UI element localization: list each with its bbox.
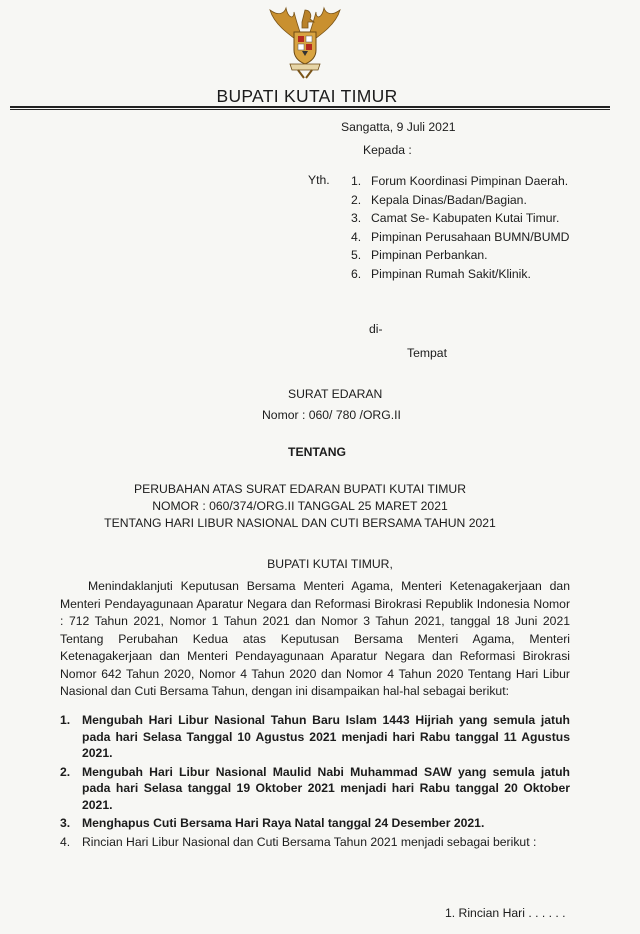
letterhead-title: BUPATI KUTAI TIMUR <box>216 86 398 106</box>
di-label: di- <box>369 322 383 336</box>
recipient-item: 6. Pimpinan Rumah Sakit/Klinik. <box>351 266 531 281</box>
subject-line: TENTANG HARI LIBUR NASIONAL DAN CUTI BERSAMA TAHUN 2021 <box>104 516 496 530</box>
list-item: 3. Menghapus Cuti Bersama Hari Raya Natal tanggal 24 Desember 2021. <box>60 816 485 830</box>
kepada-label: Kepada : <box>363 143 412 157</box>
issuer-heading: BUPATI KUTAI TIMUR, <box>267 557 393 571</box>
subject-block <box>0 481 600 532</box>
letter-date: Sangatta, 9 Juli 2021 <box>341 120 456 134</box>
tentang-heading: TENTANG <box>288 445 346 459</box>
garuda-emblem-icon <box>264 4 346 80</box>
letterhead-rule-thin <box>10 109 610 110</box>
surat-edaran-number: Nomor : 060/ 780 /ORG.II <box>262 408 401 422</box>
recipient-item: 5. Pimpinan Perbankan. <box>351 248 488 262</box>
body-paragraph: Menindaklanjuti Keputusan Bersama Menteri Agama, Menteri Ketenagakerjaan dan Menteri Pendayagunaan Aparatur Negara dan Reformasi Birokrasi Republik Indonesia Nomor : 712 Tahun 2021, Nomor 1 Tahun 2021 dan Nomor 3 Tahun 2021, tanggal 18 Juni 2021 Tentang Perubahan Kedua atas Keputusan Bersama Menteri Agama, Menteri Ketenagakerjaan dan Menteri Pendayagunaan Aparatur Negara dan Reformasi Birokrasi Nomor 642 Tahun 2020, Nomor 4 Tahun 2020 dan Nomor 4 Tahun 2020 Tentang Hari Libur Nasional dan Cuti Bersama Tahun, dengan ini disampaikan hal-hal sebagai berikut: <box>60 579 570 698</box>
recipient-item: 3. Camat Se- Kabupaten Kutai Timur. <box>351 211 560 225</box>
recipient-item: 1. Forum Koordinasi Pimpinan Daerah. <box>351 174 569 188</box>
yth-label: Yth. <box>308 173 330 187</box>
list-item: 2. Mengubah Hari Libur Nasional Maulid Nabi Muhammad SAW yang semula jatuh pada hari Selasa tanggal 19 Oktober 2021 menjadi hari Rabu tanggal 20 Oktober 2021. <box>60 764 570 812</box>
recipient-item: 4. Pimpinan Perusahaan BUMN/BUMD <box>351 229 570 244</box>
surat-edaran-title: SURAT EDARAN <box>288 387 383 401</box>
letterhead-rule <box>10 106 610 108</box>
subject-line: PERUBAHAN ATAS SURAT EDARAN BUPATI KUTAI TIMUR <box>133 482 467 496</box>
list-item: 4. Rincian Hari Libur Nasional dan Cuti Bersama Tahun 2021 menjadi sebagai berikut : <box>60 834 537 849</box>
page-continuation: 1. Rincian Hari . . . . . . <box>445 906 566 920</box>
recipient-list <box>351 173 611 284</box>
recipient-item: 2. Kepala Dinas/Badan/Bagian. <box>351 192 527 207</box>
tempat-label: Tempat <box>407 346 447 360</box>
subject-line: NOMOR : 060/374/ORG.II TANGGAL 25 MARET 2021 <box>152 499 448 513</box>
list-item: 1. Mengubah Hari Libur Nasional Tahun Baru Islam 1443 Hijriah yang semula jatuh pada hari Selasa Tanggal 10 Agustus 2021 menjadi hari Rabu tanggal 11 Agustus 2021. <box>60 713 570 760</box>
decision-list <box>60 712 570 852</box>
